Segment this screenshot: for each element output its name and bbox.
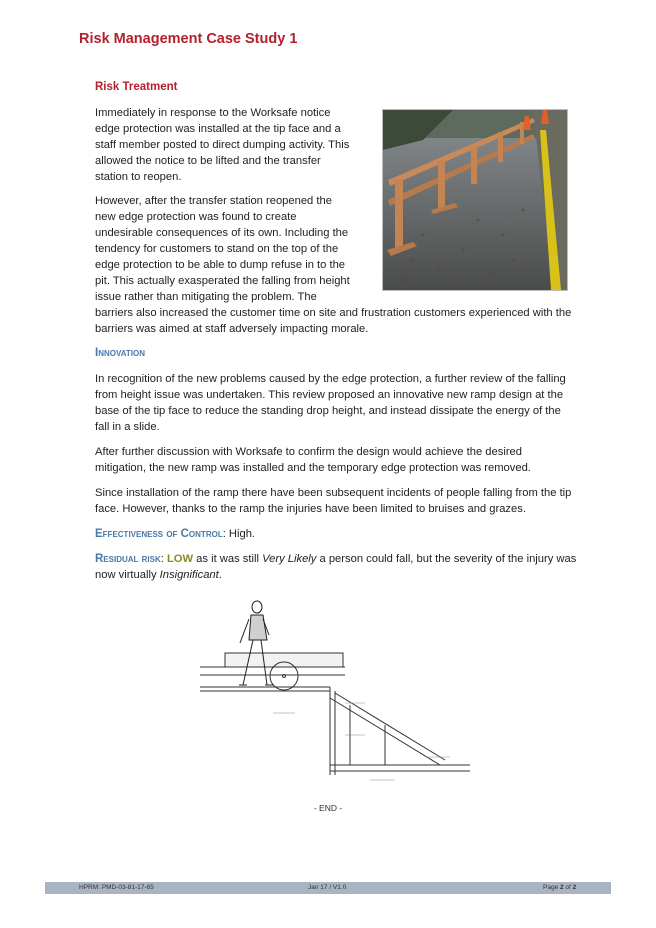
risk-treatment-heading: Risk Treatment [95, 81, 178, 93]
innovation-paragraph-1 [95, 371, 585, 435]
residual-risk-paragraph [95, 551, 585, 583]
risk-treatment-paragraph-1 [95, 105, 375, 185]
residual-text: a person could fall, but the severity of the injury was [316, 553, 577, 565]
text-line: Since installation of the ramp there have been subsequent incidents of people falling from the tip [95, 487, 572, 499]
text-line: base of the tip face to reduce the standing drop height, and instead dissipate the energy of the [95, 405, 561, 417]
residual-likelihood: Very Likely [262, 553, 317, 565]
text-line: After further discussion with Worksafe to confirm the design would achieve the desired [95, 446, 522, 458]
residual-risk-label: Residual risk [95, 553, 161, 565]
effectiveness-label: Effectiveness of Control [95, 528, 223, 540]
edge-protection-photo [382, 109, 568, 291]
innovation-heading: Innovation [95, 347, 146, 359]
residual-text: now virtually [95, 569, 160, 581]
end-marker: - END - [313, 803, 343, 813]
text-line: fall in a slide. [95, 421, 160, 433]
footer-page-number [543, 884, 576, 891]
text-line: mitigation, the new ramp was installed and the temporary edge protection was removed. [95, 462, 531, 474]
text-line: In recognition of the new problems caused by the edge protection, a further review of the falling [95, 373, 566, 385]
text-line: from height issue was undertaken. This review proposed an innovative new ramp design at the [95, 389, 564, 401]
document-title: Risk Management Case Study 1 [79, 31, 298, 47]
text-line: new edge protection was found to create [95, 211, 297, 223]
ramp-technical-drawing [195, 595, 480, 795]
page-total: 2 [572, 884, 577, 891]
text-line: station to reopen. [95, 171, 182, 183]
text-line: issue rather than mitigating the problem. The [95, 291, 317, 303]
text-line: pit. This actually exasperated the falling from height [95, 275, 350, 287]
residual-text: . [218, 569, 222, 581]
effectiveness-line [95, 526, 585, 542]
residual-level-badge: LOW [166, 553, 194, 565]
innovation-paragraph-2 [95, 444, 585, 476]
residual-severity: Insignificant [159, 569, 219, 581]
innovation-paragraph-3 [95, 485, 585, 517]
footer-version: Jan 17 / V1.0 [308, 884, 347, 891]
text-line: However, after the transfer station reopened the [95, 195, 332, 207]
residual-colon: : [160, 553, 167, 565]
page-footer [45, 882, 611, 894]
text-line: face. However, thanks to the ramp the injuries have been limited to bruises and grazes. [95, 503, 526, 515]
effectiveness-value: : High. [222, 528, 256, 540]
text-line: barriers also increased the customer time on site and frustration customers experienced with the [95, 307, 572, 319]
text-line: barriers was aimed at staff adversely impacting morale. [95, 323, 369, 335]
residual-text: as it was still [193, 553, 263, 565]
page-prefix: Page [543, 884, 560, 891]
text-line: staff member posted to direct dumping activity. This [95, 139, 350, 151]
text-line: undesirable consequences of its own. Including the [95, 227, 349, 239]
text-line: edge protection to be able to dump refuse in to the [95, 259, 346, 271]
text-line: tendency for customers to stand on the top of the [95, 243, 339, 255]
text-line: allowed the notice to be lifted and the transfer [95, 155, 321, 167]
text-line: edge protection was installed at the tip face and a [95, 123, 341, 135]
text-line: Immediately in response to the Worksafe notice [95, 107, 331, 119]
page-mid: of [563, 884, 573, 891]
footer-doc-id: HPRM: PMD-03-81-17-65 [79, 884, 154, 891]
page-current: 2 [560, 884, 564, 891]
